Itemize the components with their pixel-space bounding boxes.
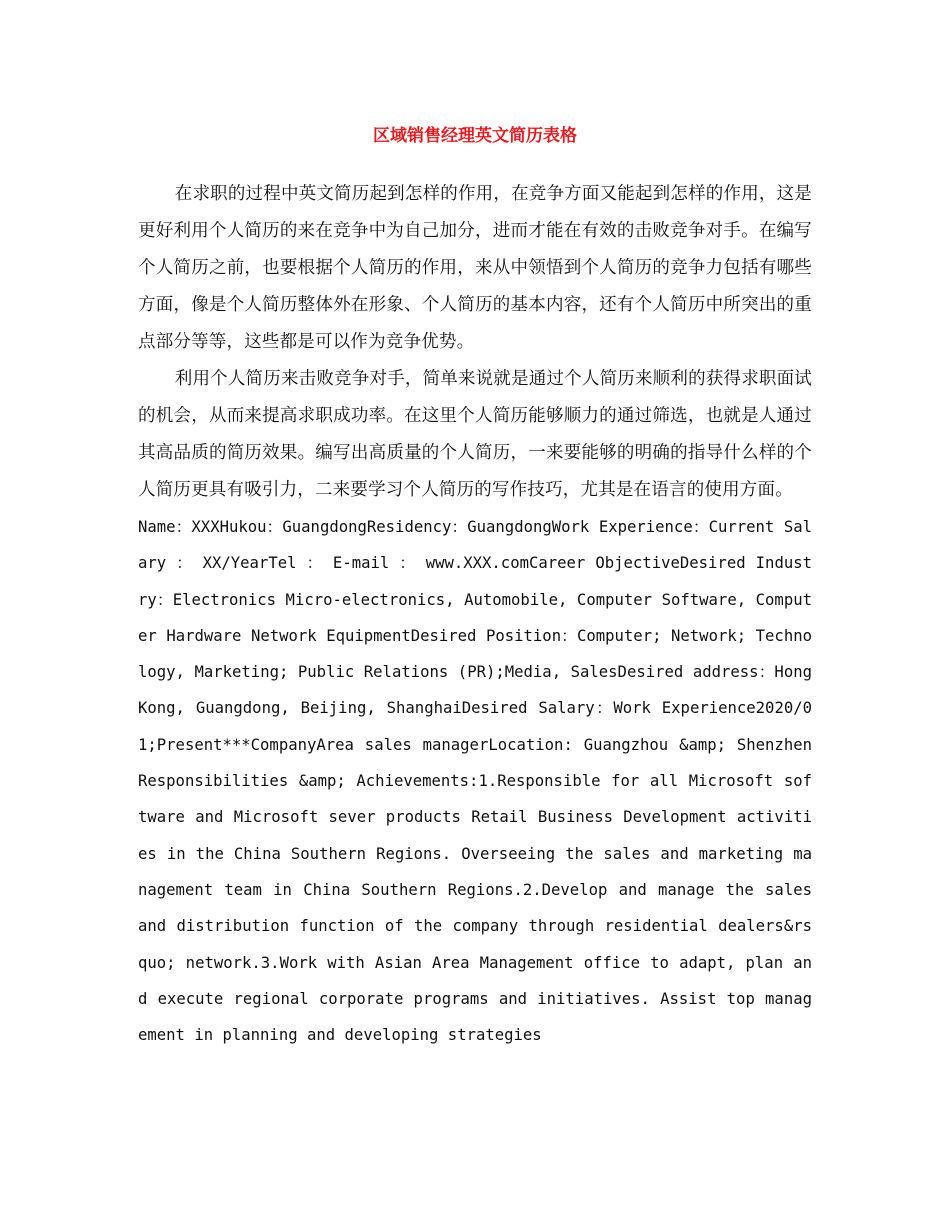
intro-paragraph-2: 利用个人简历来击败竞争对手，简单来说就是通过个人简历来顺利的获得求职面试的机会，从而来提高求职成功率。在这里个人简历能够顺力的通过筛选，也就是人通过其高品质的简历效果。编写出高质量的个人简历，一来要能够的明确的指导什么样的个人简历更具有吸引力，二来要学习个人简历的写作技巧，尤其是在语言的使用方面。 [138, 369, 812, 500]
resume-text: Name：XXXHukou：GuangdongResidency：GuangdongWork Experience：Current Salary ： XX/YearTel ： E-mail ： www.XXX.comCareer ObjectiveDesired Industry：Electronics Micro-electronics, Automobile, Computer Software, Computer Hardware Network EquipmentDesired Position：Computer; Network; Technology, Marketing; Public Relations (PR);Media, SalesDesired address：Hong Kong, Guangdong, Beijing, ShanghaiDesired Salary：Work Experience2020/01;Present***CompanyArea sales managerLocation: Guangzhou &amp; ShenzhenResponsibilities &amp; Achievements:1.Responsible for all Microsoft software and Microsoft sever products Retail Business Development activities in the China Southern Regions. Overseeing the sales and marketing management team in China Southern Regions.2.Develop and manage the sales and distribution function of the company through residential dealers&rsquo; network.3.Work with Asian Area Management office to adapt, plan and execute regional corporate programs and initiatives. Assist top management in planning and developing strategies [138, 518, 812, 1045]
document-title: 区域销售经理英文简历表格 [373, 126, 577, 146]
intro-paragraph-1: 在求职的过程中英文简历起到怎样的作用，在竞争方面又能起到怎样的作用，这是更好利用个人简历的来在竞争中为自己加分，进而才能在有效的击败竞争对手。在编写个人简历之前，也要根据个人简历的作用，来从中领悟到个人简历的竞争力包括有哪些方面，像是个人简历整体外在形象、个人简历的基本内容，还有个人简历中所突出的重点部分等等，这些都是可以作为竞争优势。 [138, 184, 812, 352]
document-page [138, 118, 812, 1053]
